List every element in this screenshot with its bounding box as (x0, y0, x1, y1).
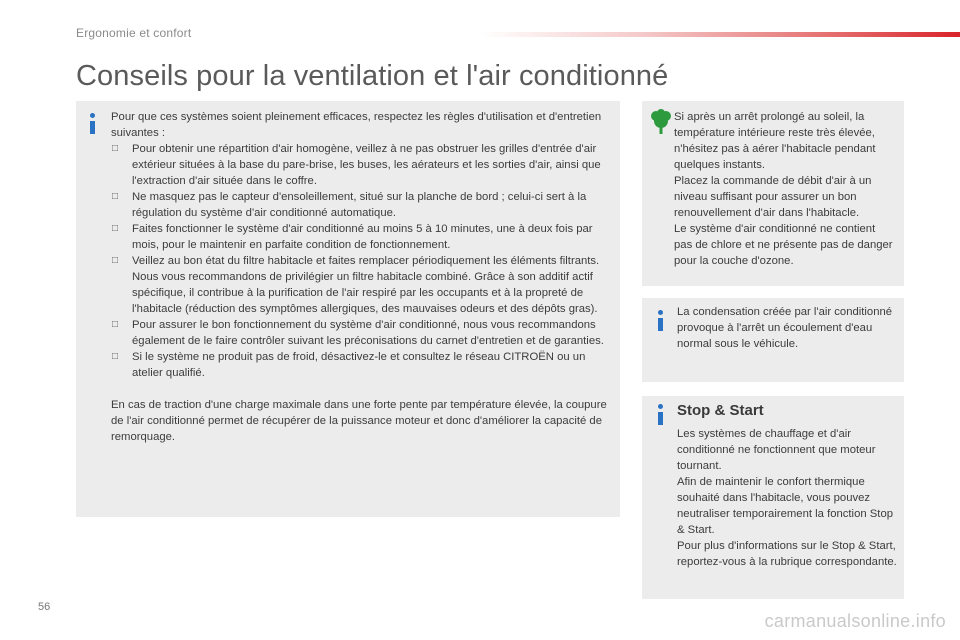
filter-note: Nous vous recommandons de privilégier un filtre habitacle combiné. Grâce à son additif actif spécifique, il contribue à la purification de l'air respiré par les occupants et à la propreté de l'habitacle (réduction des symptômes allergiques, des mauvaises odeurs et des dépôts gras). (132, 271, 598, 315)
square-bullet-icon: □ (112, 351, 119, 362)
eco-tips-box (642, 101, 904, 286)
ventilation-tips-box (76, 101, 620, 517)
page-number: 56 (38, 601, 51, 613)
stop-start-box (642, 396, 904, 599)
eco-text-2: Placez la commande de débit d'air à un niveau suffisant pour assurer un bon renouvellement d'air dans l'habitacle. (674, 175, 872, 219)
square-bullet-icon: □ (112, 143, 119, 154)
square-bullet-icon: □ (112, 255, 119, 266)
eco-text-3: Le système d'air conditionné ne contient pas de chlore et ne présente pas de danger pour la couche d'ozone. (674, 223, 893, 267)
stop-start-text-2: Afin de maintenir le confort thermique souhaité dans l'habitacle, vous pouvez neutraliser temporairement la fonction Stop & Start. (677, 476, 894, 536)
list-item: □ Ne masquez pas le capteur d'ensoleillement, situé sur la planche de bord ; celui-ci sert à la régulation du système d'air conditionné automatique. (112, 191, 587, 219)
list-item: □ Faites fonctionner le système d'air conditionné au moins 5 à 10 minutes, une à deux fois par mois, pour le maintenir en parfaite condition de fonctionnement. (112, 223, 593, 251)
stop-start-text-3: Pour plus d'informations sur le Stop & Start, reportez-vous à la rubrique correspondante. (677, 540, 897, 568)
info-icon (656, 404, 666, 426)
list-item: □ Pour obtenir une répartition d'air homogène, veillez à ne pas obstruer les grilles d'entrée d'air extérieur situées à la base du pare-brise, les buses, les aérateurs et les sorties d'air, ainsi que l'extraction d'air située dans le coffre. (112, 143, 601, 187)
square-bullet-icon: □ (112, 319, 119, 330)
info-icon (88, 113, 98, 135)
square-bullet-icon: □ (112, 223, 119, 234)
list-item: □ Si le système ne produit pas de froid, désactivez-le et consultez le réseau CITROËN ou un atelier qualifié. (112, 351, 586, 379)
condensation-text: La condensation créée par l'air conditionné provoque à l'arrêt un écoulement d'eau normal sous le véhicule. (677, 306, 893, 350)
stop-start-title: Stop & Start (677, 402, 764, 419)
tips-list (111, 141, 614, 381)
section-label: Ergonomie et confort (76, 26, 192, 40)
stop-start-text-1: Les systèmes de chauffage et d'air conditionné ne fonctionnent que moteur tournant. (677, 428, 876, 472)
watermark: carmanualsonline.info (764, 611, 946, 631)
list-item: □ Pour assurer le bon fonctionnement du système d'air conditionné, nous vous recommandons également de le faire contrôler suivant les préconisations du carnet d'entretien et de garanties. (112, 319, 604, 347)
info-icon (656, 310, 666, 332)
header-accent-rule (480, 32, 960, 37)
eco-text-1: Si après un arrêt prolongé au soleil, la température intérieure reste très élevée, n'hésitez pas à aérer l'habitacle pendant quelques instants. (674, 111, 876, 171)
square-bullet-icon: □ (112, 191, 119, 202)
intro-text: Pour que ces systèmes soient pleinement efficaces, respectez les règles d'utilisation et d'entretien suivantes : (111, 111, 602, 139)
list-item: □ Veillez au bon état du filtre habitacle et faites remplacer périodiquement les éléments filtrants. Nous vous recommandons de privilégier un filtre habitacle combiné. Grâce à son additif actif spécifique, il contribue à la purification de l'air respiré par les occupants et à la propreté de l'habitacle (réduction des symptômes allergiques, des mauvaises odeurs et des dépôts gras). (112, 255, 600, 315)
towing-note: En cas de traction d'une charge maximale dans une forte pente par température élevée, la coupure de l'air conditionné permet de récupérer de la puissance moteur et donc d'améliorer la capacité de remorquage. (111, 399, 607, 443)
eco-leaf-icon (650, 109, 672, 135)
condensation-box (642, 298, 904, 382)
page-title: Conseils pour la ventilation et l'air conditionné (76, 60, 669, 92)
